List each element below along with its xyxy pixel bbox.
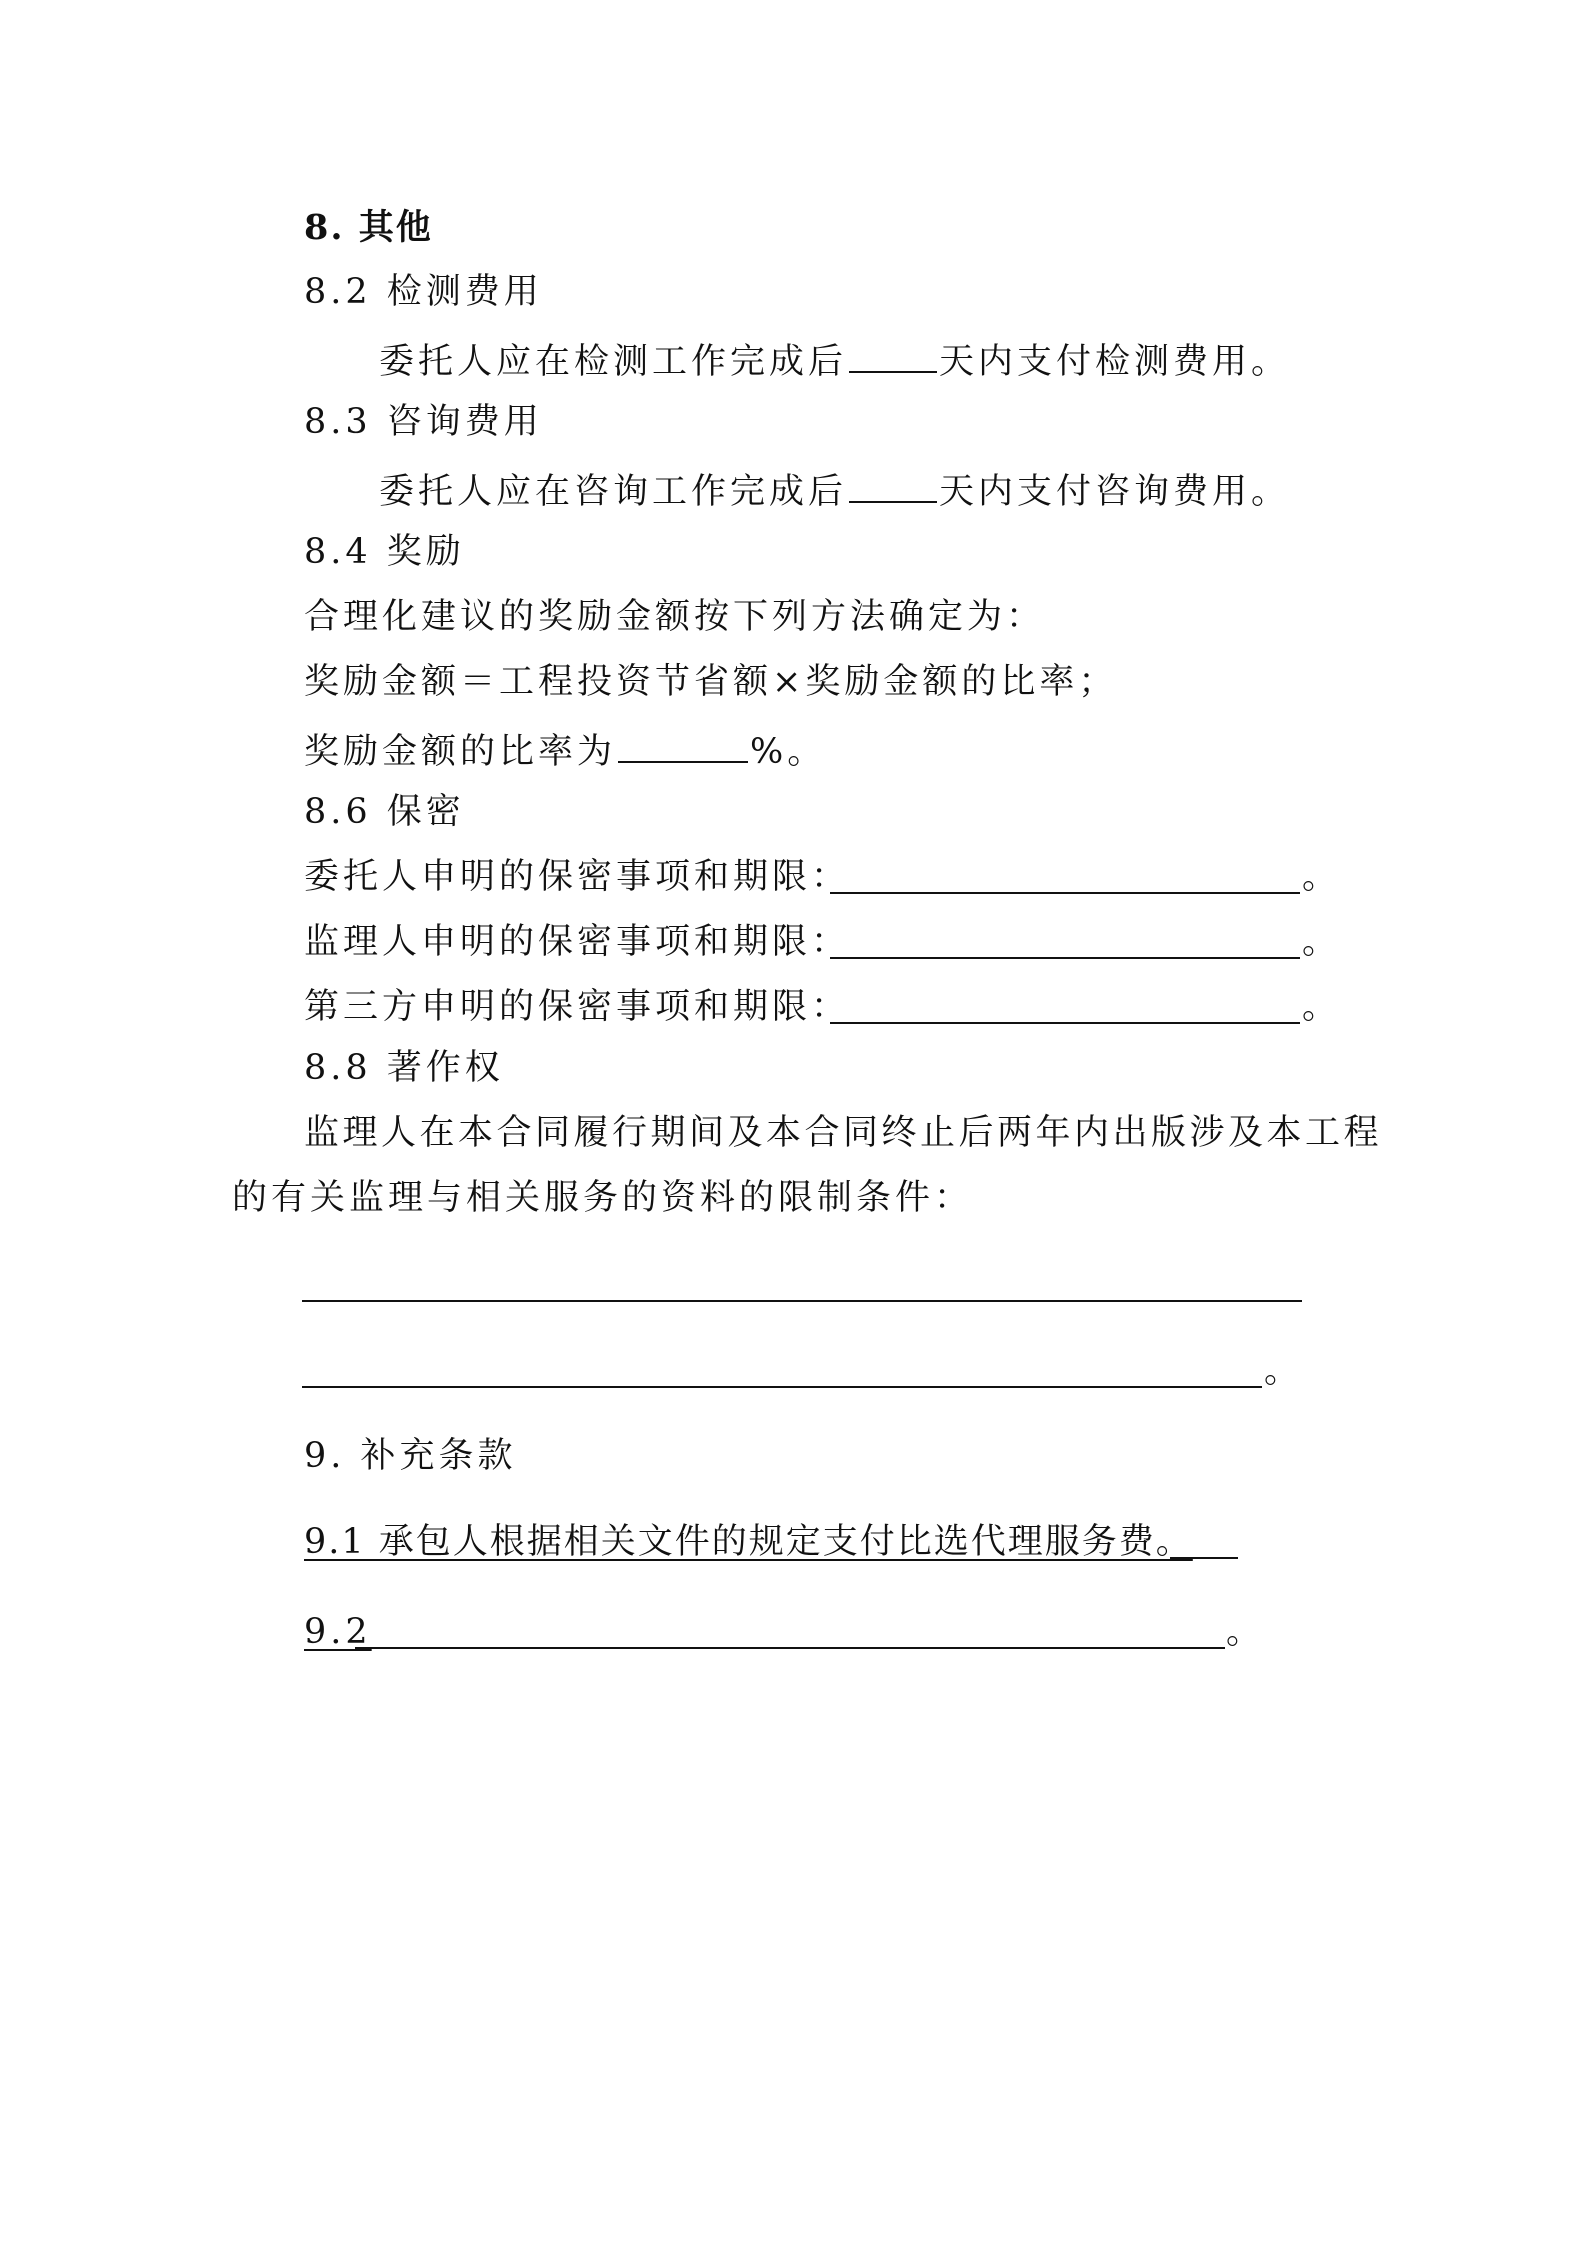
ratio-text-after: %。 — [750, 732, 827, 772]
copyright-conditions-blank-2[interactable] — [302, 1386, 1262, 1388]
ratio-blank-field[interactable] — [618, 725, 748, 763]
clause-8-2-title: 8.2 检测费用 — [304, 272, 543, 312]
clause-8-8-line-1: 监理人在本合同履行期间及本合同终止后两年内出版涉及本工程 — [304, 1113, 1383, 1153]
section-8-heading: 8. 其他 — [304, 207, 433, 248]
clause-8-3-title: 8.3 咨询费用 — [304, 402, 543, 442]
clause-8-2-text-before: 委托人应在检测工作完成后 — [379, 342, 848, 382]
clause-9-2-blank[interactable] — [355, 1647, 1225, 1649]
client-confidentiality-blank[interactable] — [830, 892, 1300, 894]
clause-9-1-underline-extension — [1170, 1557, 1238, 1559]
clause-8-3-body — [379, 465, 1290, 514]
supervisor-confidentiality-blank[interactable] — [830, 957, 1300, 959]
copyright-conditions-blank-1[interactable] — [302, 1300, 1302, 1302]
copyright-conditions-period: 。 — [1264, 1351, 1300, 1391]
clause-8-4-line-3 — [304, 725, 826, 774]
clause-8-4-line-1: 合理化建议的奖励金额按下列方法确定为： — [304, 597, 1046, 637]
ratio-text-before: 奖励金额的比率为 — [304, 732, 617, 772]
supervisor-confidentiality-label: 监理人申明的保密事项和期限： — [304, 922, 851, 962]
section-9-heading: 9. 补充条款 — [304, 1436, 517, 1476]
third-party-confidentiality-period: 。 — [1302, 987, 1338, 1027]
days-blank-field[interactable] — [849, 465, 937, 503]
clause-8-2-text-after: 天内支付检测费用。 — [939, 342, 1291, 382]
clause-8-6-title: 8.6 保密 — [304, 792, 465, 832]
clause-9-2-label: 9.2 — [304, 1612, 372, 1652]
clause-9-1: 9.1 承包人根据相关文件的规定支付比选代理服务费。 — [304, 1522, 1193, 1562]
third-party-confidentiality-label: 第三方申明的保密事项和期限： — [304, 987, 851, 1027]
client-confidentiality-period: 。 — [1302, 857, 1338, 897]
days-blank-field[interactable] — [849, 335, 937, 373]
clause-8-3-text-before: 委托人应在咨询工作完成后 — [379, 472, 848, 512]
third-party-confidentiality-blank[interactable] — [830, 1022, 1300, 1024]
clause-9-2-period: 。 — [1226, 1612, 1262, 1652]
clause-8-3-text-after: 天内支付咨询费用。 — [939, 472, 1291, 512]
clause-8-2-body — [379, 335, 1290, 384]
clause-8-4-title: 8.4 奖励 — [304, 532, 465, 572]
clause-8-8-line-2: 的有关监理与相关服务的资料的限制条件： — [232, 1178, 974, 1218]
clause-8-8-title: 8.8 著作权 — [304, 1048, 504, 1088]
supervisor-confidentiality-period: 。 — [1302, 922, 1338, 962]
client-confidentiality-label: 委托人申明的保密事项和期限： — [304, 857, 851, 897]
clause-8-4-line-2: 奖励金额＝工程投资节省额×奖励金额的比率； — [304, 662, 1118, 702]
